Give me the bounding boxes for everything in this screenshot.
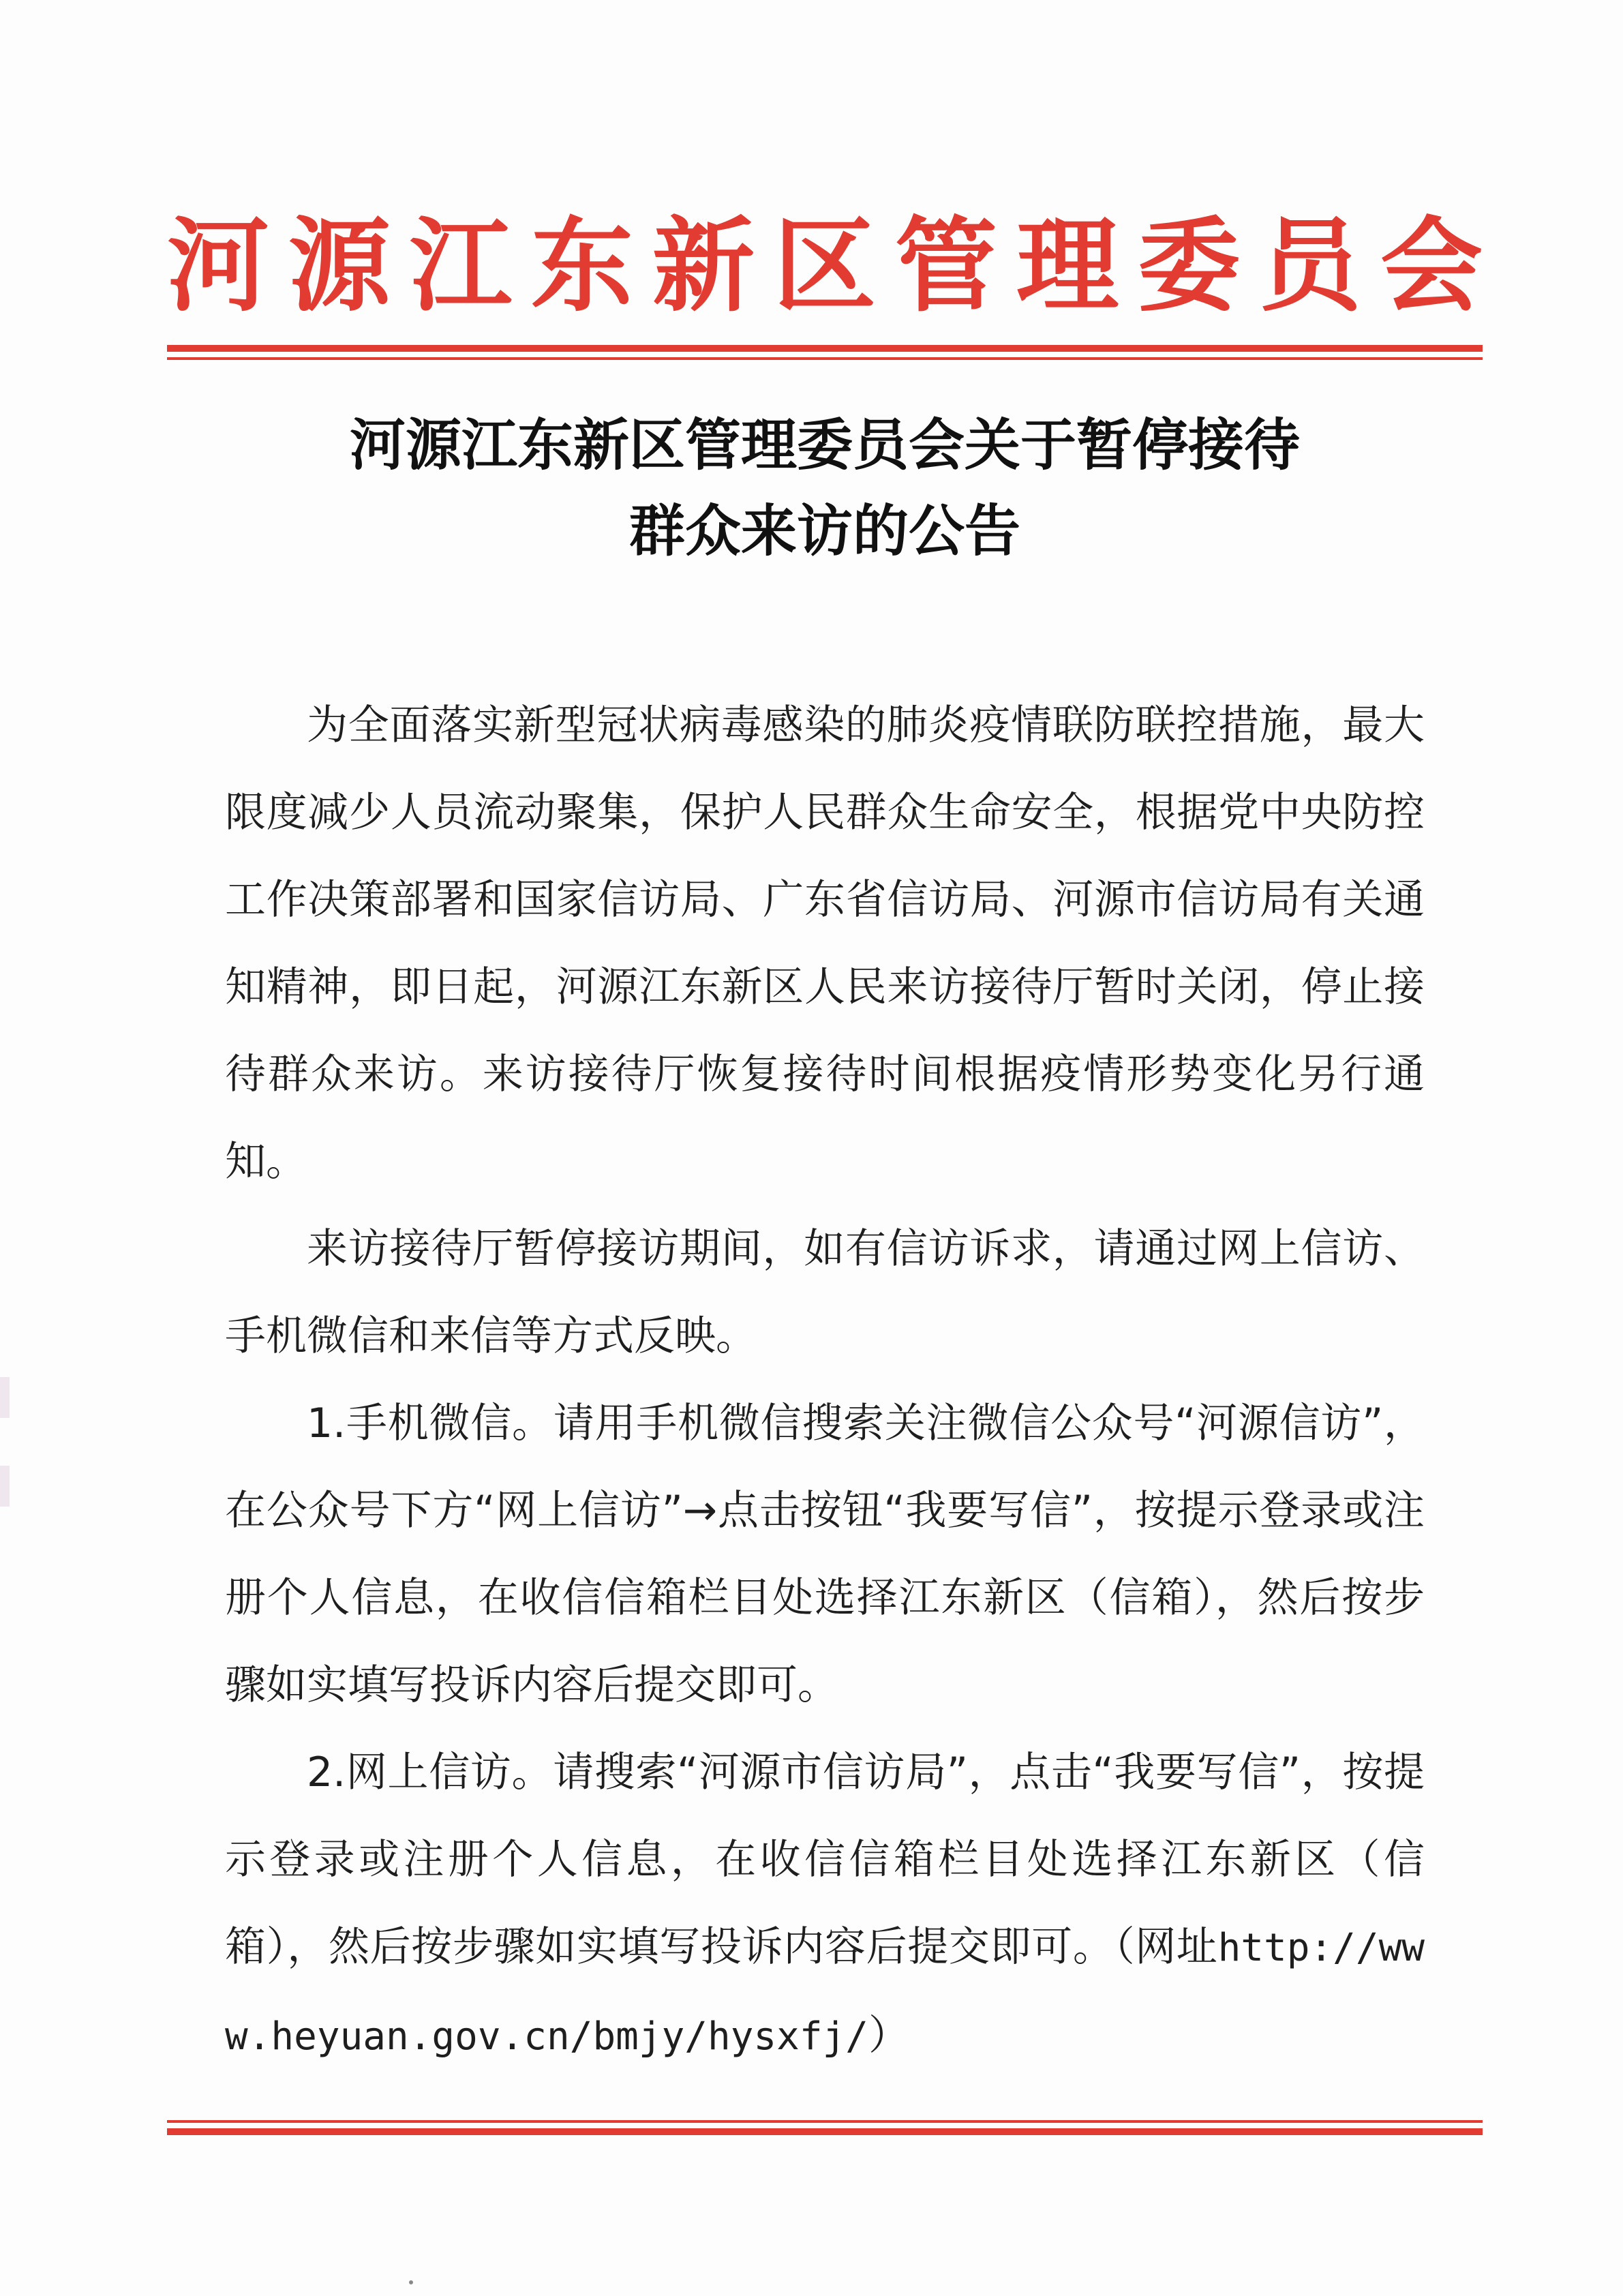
letterhead-char: 区: [773, 206, 876, 326]
paragraph-online: [225, 1729, 1425, 2081]
letterhead-char: 委: [1137, 206, 1240, 326]
scan-edge-mark: [0, 1466, 10, 1507]
letterhead-char: 源: [288, 206, 391, 326]
footer-rule-thin: [167, 2120, 1483, 2123]
letterhead-char: 河: [166, 206, 269, 326]
closing-paren: ）: [868, 2012, 910, 2059]
letterhead-char: 江: [409, 206, 512, 326]
document-body: [225, 682, 1425, 2081]
online-petition-text: 2.网上信访。请搜索“河源市信访局”，点击“我要写信”，按提示登录或注册个人信息，在收信信箱栏目处选择江东新区（信箱），然后按步骤如实填写投诉内容后提交即可。（网址: [225, 1749, 1425, 1971]
title-line-1: 河源江东新区管理委员会关于暂停接待: [349, 412, 1300, 478]
footer-rule-thick: [167, 2128, 1483, 2135]
header-rule-thin: [167, 357, 1483, 360]
letterhead-char: 新: [652, 206, 755, 326]
document-title: [164, 402, 1486, 574]
letterhead-char: 管: [894, 206, 997, 326]
paragraph-wechat: 1.手机微信。请用手机微信搜索关注微信公众号“河源信访”，在公众号下方“网上信访”→点击按钮“我要写信”，按提示登录或注册个人信息，在收信信箱栏目处选择江东新区（信箱），然后按步骤如实填写投诉内容后提交即可。: [225, 1400, 1425, 1709]
paragraph-channels: 来访接待厅暂停接访期间，如有信访诉求，请通过网上信访、手机微信和来信等方式反映。: [225, 1225, 1425, 1360]
title-line-2: 群众来访的公告: [628, 498, 1020, 564]
scan-edge-mark: [0, 1377, 10, 1418]
letterhead-organization: [164, 205, 1486, 327]
scan-artifact-dot: [409, 2280, 413, 2284]
letterhead-char: 东: [530, 206, 633, 326]
paragraph-intro: 为全面落实新型冠状病毒感染的肺炎疫情联防联控措施，最大限度减少人员流动聚集，保护人民群众生命安全，根据党中央防控工作决策部署和国家信访局、广东省信访局、河源市信访局有关通知精神，即日起，河源江东新区人民来访接待厅暂时关闭，停止接待群众来访。来访接待厅恢复接待时间根据疫情形势变化另行通知。: [225, 701, 1425, 1185]
header-rule-thick: [167, 345, 1483, 352]
letterhead-char: 会: [1380, 206, 1483, 326]
letterhead-char: 员: [1258, 206, 1361, 326]
petition-url-link[interactable]: http://www.heyuan.gov.cn/bmjy/hysxfj/: [225, 1926, 1425, 2059]
letterhead-char: 理: [1016, 206, 1119, 326]
